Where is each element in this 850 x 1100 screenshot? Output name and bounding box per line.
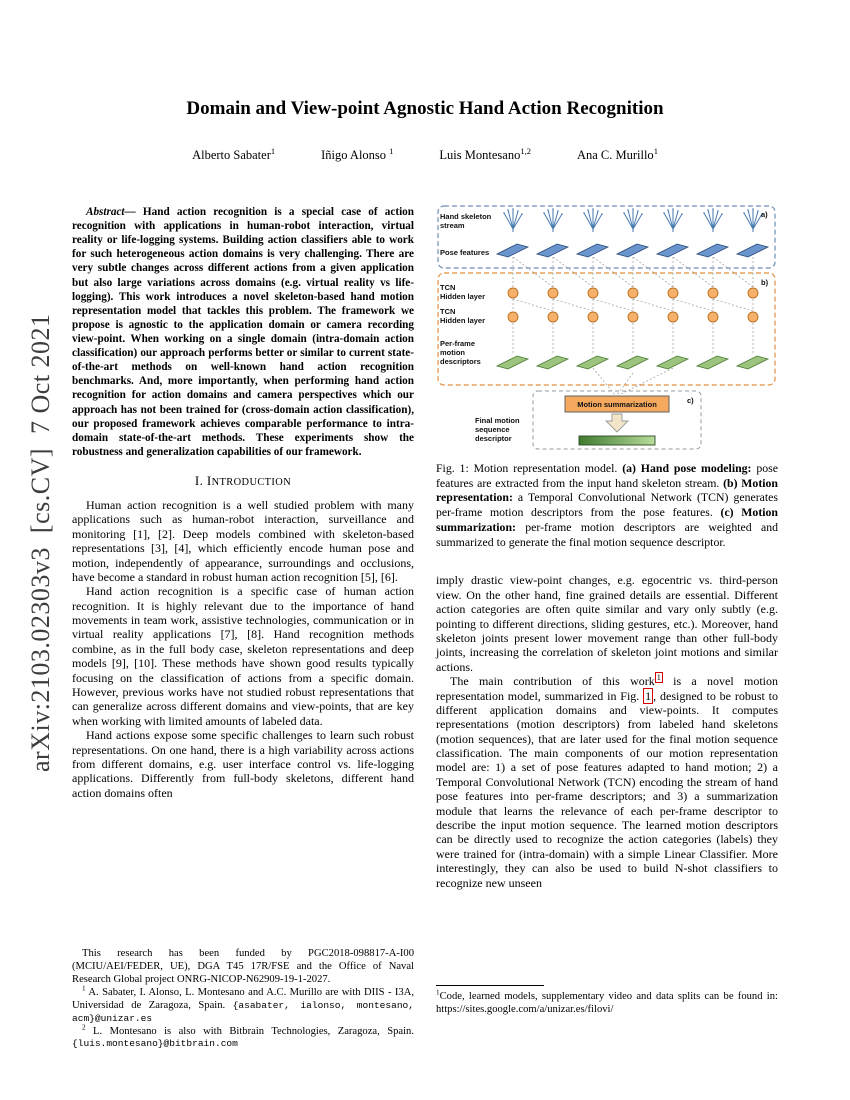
intro-paragraph-1: Human action recognition is a well studied problem with many applications such as human-robot interaction, surveillance and monitoring [1], [2]. Deep models combined with skeleton-based representations [3], [4], which efficiently encode human pose and motion, independently of appearance, surroundings and occlusions, have become a standard in robust human action recognition [5], [6].: [72, 497, 414, 584]
tcn-hidden-node: [708, 312, 718, 322]
label-final-line2: sequence: [475, 425, 510, 434]
text-segment: (a) Hand pose modeling:: [622, 461, 752, 475]
right-column: [436, 205, 778, 890]
right-footnote: [436, 985, 778, 1016]
label-pose-features: Pose features: [440, 248, 490, 257]
label-motion-summarization: Motion summarization: [577, 400, 657, 409]
arxiv-banner: arXiv:2103.02303v3 [cs.CV] 7 Oct 2021: [26, 313, 55, 772]
text-segment: Fig. 1: Motion representation model.: [436, 461, 623, 475]
panel-b-frame: [438, 273, 775, 385]
text-segment: a Temporal Convolutional Network (TCN) generates per-frame motion descriptors from the pose features.: [436, 490, 778, 520]
text-segment: is a novel motion representation model, summarized in Fig.: [436, 674, 778, 703]
tcn-connection-line: [513, 257, 553, 287]
panel-b-tag: b): [761, 278, 769, 287]
tcn-hidden-node: [748, 288, 758, 298]
text-segment: per-frame motion descriptors are weighted and summarized to generate the final motion sequence descriptor.: [436, 519, 778, 549]
label-perframe-line1: Per-frame: [440, 339, 476, 348]
abstract: [72, 205, 414, 459]
section-heading-introduction: [72, 473, 414, 489]
text-segment: — Hand action recognition is a special case of action recognition with applications in human-robot interaction, virtual reality or life-logging systems. Building action classifiers able to work for such heterogeneous action domains is very challenging. There are very subtle changes across different actions from a given application but also large variations across domains (e.g. virtual reality vs life-logging). This work introduces a novel skeleton-based hand motion representation model that tackles this problem. The framework we propose is agnostic to the application domain or camera recording view-point. When working on a single domain (intra-domain action classification) our approach performs better or similar to current state-of-the-art methods on well-known hand action recognition benchmarks. And, more importantly, when performing hand action recognition for action domains and camera perspectives which our approach has not been trained for (cross-domain action classification), our proposed framework achieves comparable performance to intra-domain state-of-the-art methods. These experiments show the robustness and generalization capabilities of our framework.: [72, 206, 414, 458]
tcn-hidden-node: [588, 288, 598, 298]
text-segment: pose features are extracted from the input hand skeleton stream.: [436, 461, 778, 490]
author-4: Ana C. Murillo$^1$: [576, 146, 658, 163]
text-segment: , designed to be robust to different application domains and view-points. It computes representations (motion descriptors) from labeled hand skeletons (motion sequences), that are later used for the final motion sequence classification. The main components of our motion representation model are: 1) a set of pose features adapted to hand motion; 2) a Temporal Convolutional Network (TCN) encoding the stream of hand pose features into per-frame descriptors; and 3) a summarization module that learns the relevance of each per-frame descriptor to describe the input motion sequence. The learned motion descriptors can be directly used to recognize the action categories (labels) they were trained for (intra-domain) with a simple Linear Classifier. More interestingly, they can also be used to build N-shot classifiers to recognize new unseen: [436, 688, 779, 890]
pose-feature-slab: [617, 244, 648, 257]
tcn-hidden-node: [668, 288, 678, 298]
hand-skeleton-icon: [623, 208, 643, 232]
perframe-descriptor-slab: [617, 356, 648, 369]
text-segment: L. Montesano is also with Bitbrain Technologies, Zaragoza, Spain.: [85, 1025, 414, 1037]
label-perframe-line2: motion: [440, 348, 465, 357]
figure-dynamic-layer: [497, 208, 768, 395]
text-segment: {luis.montesano}@bitbrain.com: [72, 1038, 238, 1050]
tcn-connection-line: [713, 257, 753, 287]
affiliation-footnote-2: [72, 1023, 414, 1052]
author-2: Iñigo Alonso $^1$: [321, 146, 394, 163]
link-url[interactable]: https://sites.google.com/a/unizar.es/filovi/: [436, 1004, 614, 1016]
figure-1-motion-representation-model: [436, 205, 778, 453]
ref-link[interactable]: 1: [656, 673, 661, 683]
tcn-connection-line: [593, 257, 633, 287]
left-column: [72, 205, 414, 800]
right-paragraph-2: [436, 674, 778, 890]
perframe-descriptor-slab: [737, 356, 768, 369]
tcn-connection-line: [593, 299, 633, 311]
label-tcn1-line2: Hidden layer: [440, 292, 486, 301]
left-footnotes: [72, 948, 414, 1051]
pose-feature-slab: [497, 244, 528, 257]
tcn-connection-line: [553, 299, 593, 311]
text-segment: (b) Motion representation:: [436, 475, 778, 505]
text-segment: Code, learned models, supplementary video and data splits can be found in:: [439, 991, 778, 1002]
tcn-hidden-node: [588, 312, 598, 322]
code-footnote: [436, 990, 778, 1016]
text-segment: I. I: [194, 472, 212, 488]
right-paragraph-1: imply drastic view-point changes, e.g. egocentric vs. third-person view. On the other hand, fine grained details are essential. Different action categories are often quite similar and vary only subtly (e.g. pointing to different directions, sliding gestures, etc.). Moreover, hand skeleton joints present lower movement range than other full-body joints, increasing the correlation of skeleton joint motions and similar actions.: [436, 573, 778, 674]
hand-skeleton-icon: [663, 208, 683, 232]
hand-skeleton-icon: [543, 208, 563, 232]
perframe-descriptor-slab: [577, 356, 608, 369]
text-segment: Abstract: [86, 206, 125, 218]
tcn-hidden-node: [708, 288, 718, 298]
hand-skeleton-icon: [703, 208, 723, 232]
pose-feature-slab: [737, 244, 768, 257]
tcn-hidden-node: [548, 288, 558, 298]
text-segment: The main contribution of this work: [450, 674, 655, 689]
text-segment: 2: [82, 1023, 86, 1031]
tcn-connection-line: [553, 257, 593, 287]
text-segment: 1: [436, 988, 440, 997]
tcn-hidden-node: [508, 288, 518, 298]
pose-feature-slab: [537, 244, 568, 257]
label-hand-skeleton-stream-line2: stream: [440, 221, 465, 230]
tcn-hidden-node: [628, 288, 638, 298]
tcn-connection-line: [673, 257, 713, 287]
label-perframe-line3: descriptors: [440, 357, 481, 366]
hand-skeleton-icon: [503, 208, 523, 232]
tcn-connection-line: [713, 299, 753, 311]
tcn-connection-line: [673, 299, 713, 311]
text-segment: {asabater, ialonso, montesano, acm}@unizar.es: [72, 999, 414, 1024]
intro-paragraph-3: Hand actions expose some specific challenges to learn such robust representations. On one hand, there is a high variability across actions from different domains, e.g. user interface control vs. life-logging applications. Differently from full-body skeletons, different hand action domains often: [72, 728, 414, 800]
tcn-hidden-node: [668, 312, 678, 322]
author-1: Alberto Sabater$^1$: [192, 146, 276, 163]
perframe-descriptor-slab: [537, 356, 568, 369]
perframe-descriptor-slab: [497, 356, 528, 369]
perframe-descriptor-slab: [697, 356, 728, 369]
tcn-connection-line: [513, 299, 553, 311]
pose-feature-slab: [657, 244, 688, 257]
tcn-connection-line: [633, 257, 673, 287]
funding-footnote: This research has been funded by PGC2018-098817-A-I00 (MCIU/AEI/FEDER, UE), DGA T45 17R/FSE and the Office of Naval Research Global project ONRG-NICOP-N62909-19-1-2027.: [72, 948, 414, 985]
panel-c-tag: c): [687, 396, 694, 405]
hand-skeleton-icon: [583, 208, 603, 232]
tcn-hidden-node: [628, 312, 638, 322]
pose-feature-slab: [577, 244, 608, 257]
label-final-line3: descriptor: [475, 434, 512, 443]
hand-skeleton-icon: [743, 208, 763, 232]
text-segment: A. Sabater, I. Alonso, L. Montesano and A.C. Murillo are with DIIS - I3A, Universidad de Zaragoza, Spain.: [72, 986, 414, 1011]
tcn-hidden-node: [508, 312, 518, 322]
pose-feature-slab: [697, 244, 728, 257]
summarization-arrow-icon: [606, 414, 628, 432]
label-tcn1-line1: TCN: [440, 283, 456, 292]
label-final-line1: Final motion: [475, 416, 520, 425]
text-segment: (c) Motion summarization:: [436, 505, 778, 534]
label-hand-skeleton-stream-line1: Hand skeleton: [440, 212, 492, 221]
footnote-separator: [436, 985, 544, 986]
tcn-connection-line: [633, 299, 673, 311]
panel-a-tag: a): [761, 210, 768, 219]
text-segment: 1: [82, 984, 86, 993]
author-3: Luis Montesano$^{1,2}$: [439, 146, 531, 163]
tcn-hidden-node: [748, 312, 758, 322]
paper-title: Domain and View-point Agnostic Hand Action Recognition: [186, 98, 664, 119]
intro-paragraph-2: Hand action recognition is a specific case of human action recognition. It is highly relevant due to the importance of hand movements in team work, assistive technologies, communication or in virtual reality applications [7], [8]. Hand recognition methods combine, as in the full body case, skeleton representations and deep models [9], [10]. These methods have shown good results typically focusing on the classification of actions from a specific domain. However, previous works have not studied robust representations that can generalize across different domains and view-points, that are key when working with limited amounts of labeled data.: [72, 584, 414, 728]
label-tcn2-line1: TCN: [440, 307, 456, 316]
figure-1-caption: [436, 461, 778, 549]
authors-row: [0, 146, 850, 163]
right-body-text: [436, 573, 778, 890]
text-segment: NTRODUCTION: [211, 476, 292, 488]
abstract-text: [72, 205, 414, 459]
affiliation-footnote-1: [72, 984, 414, 1026]
label-tcn2-line2: Hidden layer: [440, 316, 486, 325]
perframe-descriptor-slab: [657, 356, 688, 369]
tcn-hidden-node: [548, 312, 558, 322]
ref-link[interactable]: 1: [645, 688, 652, 703]
final-descriptor-bar: [579, 436, 655, 445]
